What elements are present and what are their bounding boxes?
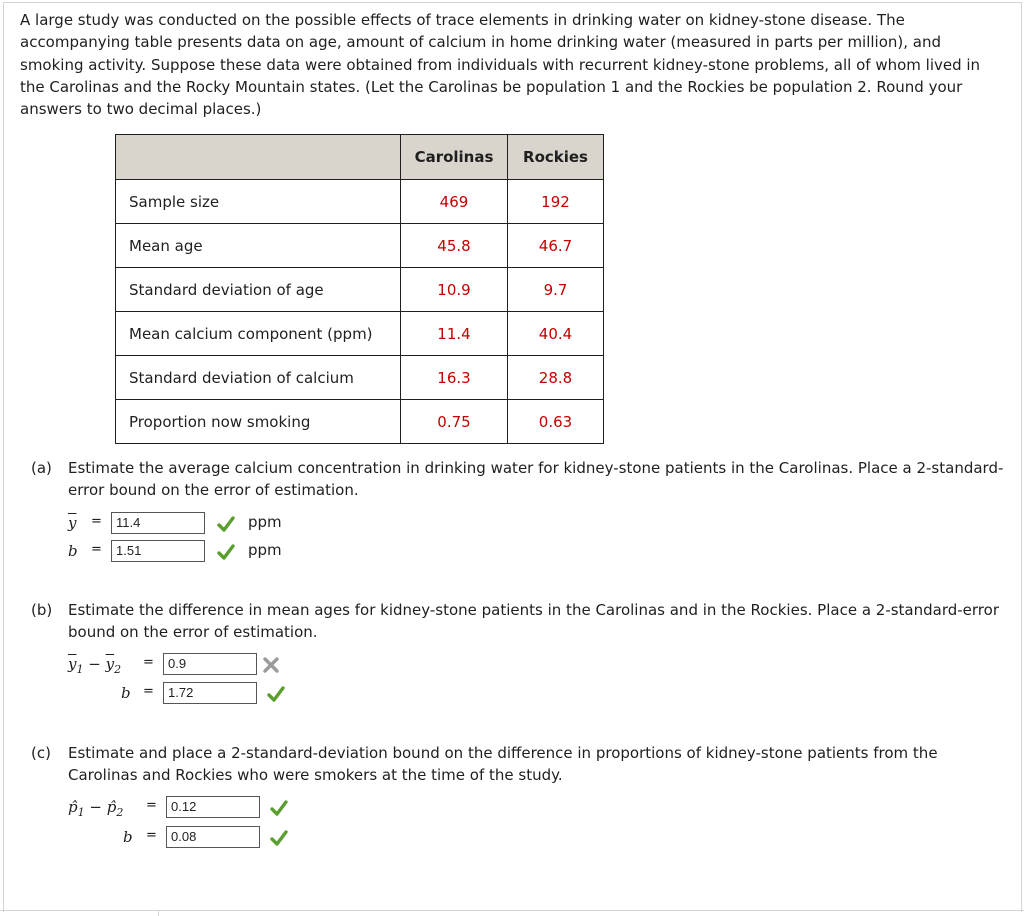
b-answer-input[interactable]: 1.72 bbox=[163, 682, 257, 704]
part-b-label: (b) bbox=[31, 601, 53, 619]
carolinas-value: 469 bbox=[401, 180, 508, 224]
question-intro: A large study was conducted on the possible effects of trace elements in drinking water on kidney-stone disease. The accompanying table presents data on age, amount of calcium in home drinking water (measured in parts per million), and smoking activity. Suppose these data were obtained from individuals with recurrent kidney-stone problems, all of whom lived in the Carolinas and the Rocky Mountain states. (Let the Carolinas be population 1 and the Rockies be population 2. Round your answers to two decimal places.) bbox=[20, 11, 981, 119]
check-icon bbox=[270, 799, 288, 817]
part-a-text: Estimate the average calcium concentration in drinking water for kidney-stone patients in the Carolinas. Place a 2-standard-error bound on the error of estimation. bbox=[68, 459, 1004, 500]
table-corner-cell bbox=[116, 135, 401, 180]
carolinas-value: 0.75 bbox=[401, 400, 508, 444]
carolinas-value: 16.3 bbox=[401, 356, 508, 400]
table-header-row bbox=[116, 135, 604, 180]
rockies-value: 0.63 bbox=[508, 400, 604, 444]
ybar-answer-input[interactable]: 11.4 bbox=[111, 512, 205, 534]
part-a-ybar-row bbox=[0, 512, 400, 534]
x-icon bbox=[262, 656, 280, 674]
table-row bbox=[116, 356, 604, 400]
row-label: Mean age bbox=[116, 224, 401, 268]
equals-sign: = bbox=[91, 542, 102, 557]
y1-minus-y2-symbol: $\overline{y}_1 - \overline{y}_2$ bbox=[68, 655, 122, 676]
part-a-b-row bbox=[0, 540, 400, 562]
rockies-value: 40.4 bbox=[508, 312, 604, 356]
b-symbol: b bbox=[123, 828, 133, 846]
table-row bbox=[116, 268, 604, 312]
equals-sign: = bbox=[146, 828, 157, 843]
diff-answer-input[interactable]: 0.12 bbox=[166, 796, 260, 818]
ybar-unit: ppm bbox=[248, 513, 282, 531]
part-b bbox=[31, 599, 1006, 644]
part-c-diff-row bbox=[0, 796, 400, 818]
rockies-value: 9.7 bbox=[508, 268, 604, 312]
table-row bbox=[116, 312, 604, 356]
table-row bbox=[116, 180, 604, 224]
bottom-divider bbox=[0, 910, 1024, 911]
part-b-b-row bbox=[0, 682, 400, 704]
check-icon bbox=[267, 685, 285, 703]
part-c-b-row bbox=[0, 826, 400, 848]
part-a bbox=[31, 457, 1006, 502]
b-symbol: b bbox=[121, 684, 131, 702]
equals-sign: = bbox=[91, 514, 102, 529]
carolinas-value: 11.4 bbox=[401, 312, 508, 356]
equals-sign: = bbox=[143, 684, 154, 699]
part-c-text: Estimate and place a 2-standard-deviation bound on the difference in proportions of kidney-stone patients from the Carolinas and Rockies who were smokers at the time of the study. bbox=[68, 744, 938, 785]
column-header-carolinas: Carolinas bbox=[401, 135, 508, 180]
row-label: Sample size bbox=[116, 180, 401, 224]
row-label: Mean calcium component (ppm) bbox=[116, 312, 401, 356]
part-c bbox=[31, 742, 1006, 787]
b-symbol: b bbox=[68, 542, 78, 560]
part-b-text: Estimate the difference in mean ages for kidney-stone patients in the Carolinas and in the Rockies. Place a 2-standard-error bound on the error of estimation. bbox=[68, 601, 999, 642]
equals-sign: = bbox=[143, 655, 154, 670]
ybar-symbol: $\overline{y}$ bbox=[68, 514, 77, 532]
carolinas-value: 45.8 bbox=[401, 224, 508, 268]
rockies-value: 192 bbox=[508, 180, 604, 224]
rockies-value: 46.7 bbox=[508, 224, 604, 268]
diff-answer-input[interactable]: 0.9 bbox=[163, 653, 257, 675]
check-icon bbox=[270, 829, 288, 847]
check-icon bbox=[217, 515, 235, 533]
table-row bbox=[116, 400, 604, 444]
b-unit: ppm bbox=[248, 541, 282, 559]
row-label: Standard deviation of calcium bbox=[116, 356, 401, 400]
p1-minus-p2-symbol: $p̂_1$ − $p̂_2$ bbox=[68, 798, 124, 819]
table-row bbox=[116, 224, 604, 268]
data-table bbox=[115, 134, 604, 444]
carolinas-value: 10.9 bbox=[401, 268, 508, 312]
column-header-rockies: Rockies bbox=[508, 135, 604, 180]
check-icon bbox=[217, 543, 235, 561]
part-a-label: (a) bbox=[31, 459, 52, 477]
part-c-label: (c) bbox=[31, 744, 51, 762]
part-b-diff-row bbox=[0, 653, 400, 675]
row-label: Standard deviation of age bbox=[116, 268, 401, 312]
bottom-divider-tick bbox=[158, 910, 159, 916]
b-answer-input[interactable]: 1.51 bbox=[111, 540, 205, 562]
rockies-value: 28.8 bbox=[508, 356, 604, 400]
row-label: Proportion now smoking bbox=[116, 400, 401, 444]
equals-sign: = bbox=[146, 798, 157, 813]
b-answer-input[interactable]: 0.08 bbox=[166, 826, 260, 848]
